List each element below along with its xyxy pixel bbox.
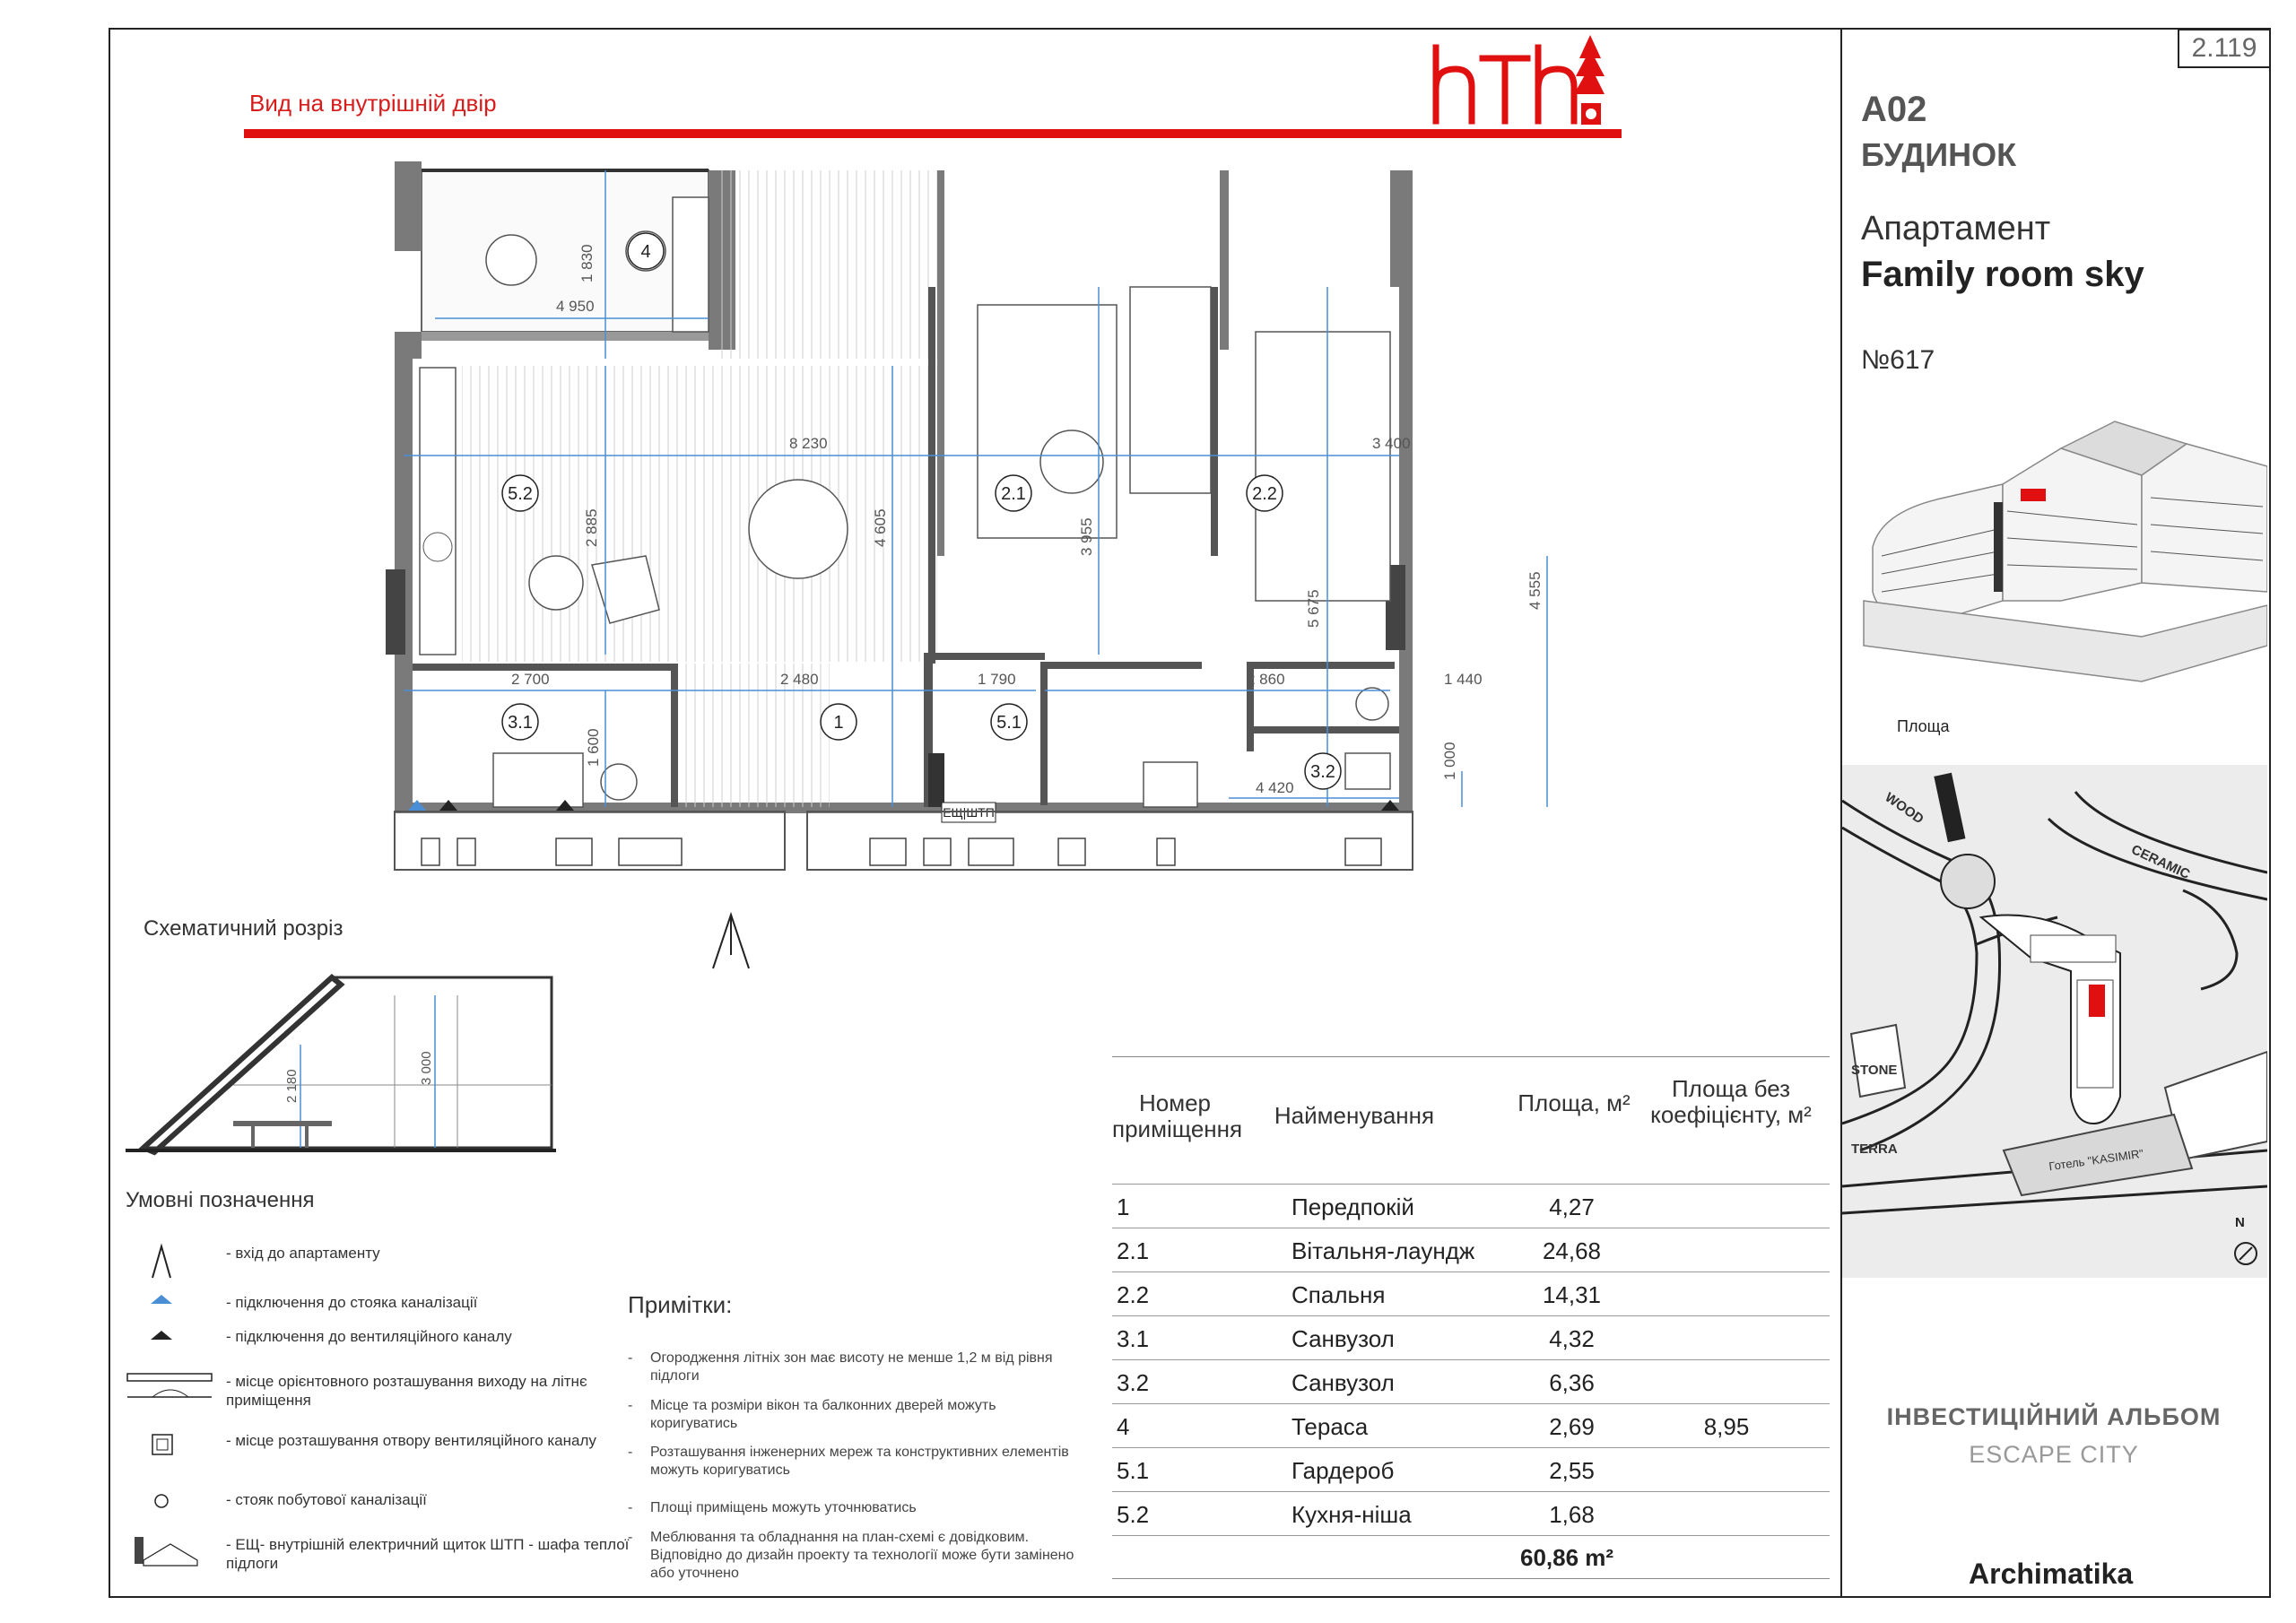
dim-3955: 3 955 <box>1078 517 1095 556</box>
dim-1830: 1 830 <box>578 244 596 282</box>
table-row: 1 Передпокій 4,27 <box>1112 1184 1830 1228</box>
legend-title: Умовні позначення <box>126 1188 315 1212</box>
section-title: Схематичний розріз <box>144 916 344 941</box>
note-item: - Меблювання та обладнання на план-схемі є довідковим. Відповідно до дизайн проекту та технології може бути замінено або уточнено <box>628 1530 1074 1581</box>
album-subtitle: ESCAPE CITY <box>1969 1441 2139 1468</box>
dim-4555: 4 555 <box>1526 571 1544 610</box>
dim-1440: 1 440 <box>1444 671 1483 688</box>
dim-4950: 4 950 <box>556 298 595 315</box>
th-number: Номер приміщення <box>1112 1089 1243 1142</box>
table-row: 5.1 Гардероб 2,55 <box>1112 1447 1830 1492</box>
note-item: - Місце та розміри вікон та балконних дверей можуть коригуватись <box>628 1398 996 1431</box>
table-total-row <box>1112 1535 1830 1579</box>
th-area: Площа, м² <box>1518 1089 1631 1116</box>
section-dim-3000: 3 000 <box>419 1051 434 1085</box>
album-title: ІНВЕСТИЦІЙНИЙ АЛЬБОМ <box>1886 1403 2222 1430</box>
legend-item-sewer-riser: - стояк побутової каналізації <box>126 1488 628 1528</box>
room-label-3-1: 3.1 <box>508 713 533 733</box>
th-area-no-coef: Площа без коефіцієнту, м² <box>1650 1075 1812 1128</box>
dim-2885: 2 885 <box>583 508 600 547</box>
entrance-arrow-icon <box>709 910 753 973</box>
table-row: 4 Тераса 2,69 8,95 <box>1112 1403 1830 1448</box>
legend-item-sewer: - підключення до стояка каналізації <box>126 1291 628 1331</box>
legend-item-vent: - підключення до вентиляційного каналу <box>126 1325 628 1365</box>
legend-item-entrance: - вхід до апартаменту <box>126 1242 628 1281</box>
building-render <box>1846 412 2267 690</box>
apartment-name: Family room sky <box>1861 255 2144 294</box>
table-row: 3.2 Санвузол 6,36 <box>1112 1359 1830 1404</box>
plaza-label: Площа <box>1897 717 1950 735</box>
table-row: 2.2 Спальня 14,31 <box>1112 1271 1830 1316</box>
th-name: Найменування <box>1274 1102 1435 1129</box>
dim-2860: 2 860 <box>1247 671 1285 688</box>
dim-1000: 1 000 <box>1441 742 1458 780</box>
electric-panel-icon <box>126 1533 215 1573</box>
room-label-2-1: 2.1 <box>1001 484 1026 504</box>
dim-1790: 1 790 <box>978 671 1016 688</box>
dim-8230: 8 230 <box>789 435 828 452</box>
dim-3400: 3 400 <box>1372 435 1411 452</box>
note-item: - Площі приміщень можуть уточнюватись <box>628 1500 917 1515</box>
section-diagram <box>126 968 556 1166</box>
building-label: БУДИНОК <box>1861 136 2017 173</box>
dim-2480: 2 480 <box>780 671 819 688</box>
street-stone: STONE <box>1851 1063 1898 1078</box>
section-dim-2180: 2 180 <box>284 1069 300 1103</box>
apartment-label: Апартамент <box>1861 210 2051 247</box>
dim-4605: 4 605 <box>872 508 889 547</box>
street-wood: WOOD <box>1882 789 1926 828</box>
hotel-label: Готель "KASIMIR" <box>2048 1146 2144 1174</box>
courtyard-bar <box>244 129 1622 138</box>
legend-item-electric-panel: - ЕЩ- внутрішній електричний щиток ШТП - шафа теплої підлоги <box>126 1533 628 1573</box>
floor-plan <box>350 143 1596 977</box>
page-number: 2.119 <box>2178 29 2271 68</box>
legend-item-vent-opening: - місце розташування отвору вентиляційного каналу <box>126 1429 628 1469</box>
legend-item-summer-exit: - місце орієнтовного розташування виходу на літнє приміщення <box>126 1370 628 1410</box>
notes-title: Примітки: <box>628 1291 733 1318</box>
view-label: Вид на внутрішній двір <box>249 90 497 117</box>
table-row: 5.2 Кухня-ніша 1,68 <box>1112 1491 1830 1536</box>
building-code: A02 <box>1861 90 1927 129</box>
street-terra: TERRA <box>1851 1141 1898 1157</box>
apartment-highlight <box>2021 489 2046 501</box>
north-label: N <box>2235 1215 2245 1230</box>
note-item: - Огородження літніх зон має висоту не менше 1,2 м від рівня підлоги <box>628 1350 1053 1384</box>
street-ceramic: CERAMIC <box>2128 842 2193 882</box>
map-apartment-highlight <box>2089 985 2105 1017</box>
note-item: - Розташування інженерних мереж та конструктивних елементів можуть коригуватись <box>628 1445 1069 1478</box>
room-label-2-2: 2.2 <box>1252 484 1277 504</box>
room-label-4: 4 <box>640 242 651 262</box>
room-label-5-1: 5.1 <box>996 713 1022 733</box>
dim-1600: 1 600 <box>585 728 602 767</box>
dim-5675: 5 675 <box>1305 589 1322 628</box>
total-area: 60,86 m² <box>1520 1544 1614 1571</box>
apartment-number: №617 <box>1861 345 1935 375</box>
sewer-riser-icon <box>126 1488 215 1528</box>
black-triangle-icon <box>126 1325 215 1365</box>
panel-tag: ЕЩ|ШТП <box>943 805 995 820</box>
dim-4420: 4 420 <box>1256 779 1294 796</box>
hth-logo <box>1429 31 1605 130</box>
table-row: 2.1 Вітальня-лаундж 24,68 <box>1112 1228 1830 1272</box>
dim-2700: 2 700 <box>511 671 550 688</box>
vent-opening-icon <box>126 1429 215 1469</box>
room-label-3-2: 3.2 <box>1310 762 1335 782</box>
entrance-arrow-icon <box>126 1242 215 1281</box>
site-map <box>1842 765 2267 1278</box>
room-label-1: 1 <box>833 713 844 733</box>
brand-logo: Archimatika <box>1969 1558 2134 1590</box>
table-row: 3.1 Санвузол 4,32 <box>1112 1315 1830 1360</box>
summer-exit-icon <box>126 1370 215 1410</box>
room-label-5-2: 5.2 <box>508 484 533 504</box>
